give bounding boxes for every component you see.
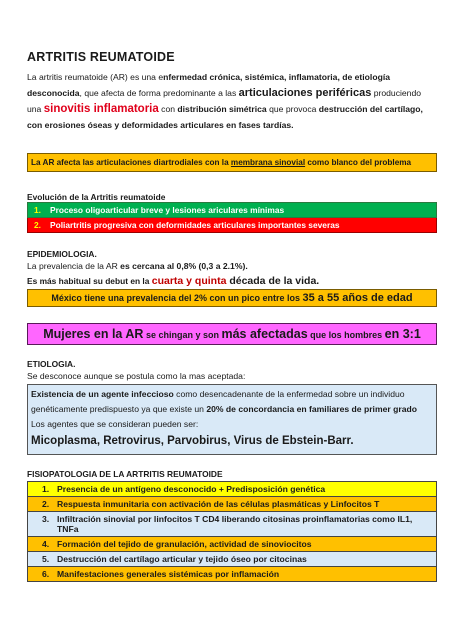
intro-paragraph: La artritis reumatoide (AR) es una enfermedad crónica, sistémica, inflamatoria, de etiología desconocida, que afecta de forma predominante a las articulaciones periféricas produciendo una sinovitis inflamatoria con distribución simétrica que provoca destrucción del cartílago, con erosiones óseas y deformidades articulares en fases tardías. <box>27 72 423 130</box>
etiology-agents: Micoplasma, Retrovirus, Parvobirus, Virus de Ebstein-Barr. <box>31 435 354 447</box>
physiopathology-list <box>27 481 437 582</box>
document-title: ARTRITIS REUMATOIDE <box>27 50 175 64</box>
physiopathology-item-3: 3. Infiltración sinovial por linfocitos T CD4 liberando citosinas proinflamatorias como IL1, TNFa <box>28 511 436 536</box>
evolution-title: Evolución de la Artritis reumatoide <box>27 192 166 202</box>
document-page <box>27 50 437 582</box>
etiology-box: Existencia de un agente infeccioso como desencadenante de la enfermedad sobre un individuo genéticamente predispuesto ya que existe un 20% de concordancia en familiares de primer grado Los agentes que se consideran pueden ser: Micoplasma, Retrovirus, Parvobirus, Virus de Ebstein-Barr. <box>27 384 437 455</box>
prevalence-line: La prevalencia de la AR es cercana al 0,8% (0,3 a 2.1%). <box>27 261 248 271</box>
evolution-item-1: 1. Proceso oligoarticular breve y lesiones ariculares mínimas <box>27 202 437 218</box>
physiopathology-item-4: 4. Formación del tejido de granulación, actividad de sinoviocitos <box>28 536 436 551</box>
physiopathology-item-2: 2. Respuesta inmunitaria con activación de las células plasmáticas y Linfocitos T <box>28 496 436 511</box>
physiopathology-item-1: 1. Presencia de un antígeno desconocido + Predisposición genética <box>28 482 436 496</box>
physiopathology-item-5: 5. Destrucción del cartílago articular y tejido óseo por citocinas <box>28 551 436 566</box>
evolution-item-2: 2. Poliartritis progresiva con deformidades articulares importantes severas <box>27 218 437 233</box>
etiology-line: Se desconoce aunque se postula como la mas aceptada: <box>27 371 246 381</box>
mexico-prevalence-bar: México tiene una prevalencia del 2% con un pico entre los 35 a 55 años de edad <box>27 289 437 307</box>
evolution-list <box>27 202 437 233</box>
women-ratio-bar: Mujeres en la AR se chingan y son más afectadas que los hombres en 3:1 <box>27 323 437 345</box>
synovial-banner: La AR afecta las articulaciones diartrodiales con la membrana sinovial como blanco del problema <box>27 153 437 172</box>
debut-line: Es más habitual su debut en la cuarta y quinta década de la vida. <box>27 275 320 287</box>
physiopathology-item-6: 6. Manifestaciones generales sistémicas por inflamación <box>28 566 436 581</box>
etiology-agents-intro: Los agentes que se consideran pueden ser: <box>31 419 199 429</box>
epidemiology-title: EPIDEMIOLOGIA. <box>27 249 97 259</box>
physiopathology-title: FISIOPATOLOGIA DE LA ARTRITIS REUMATOIDE <box>27 469 223 479</box>
etiology-title: ETIOLOGIA. <box>27 359 76 369</box>
